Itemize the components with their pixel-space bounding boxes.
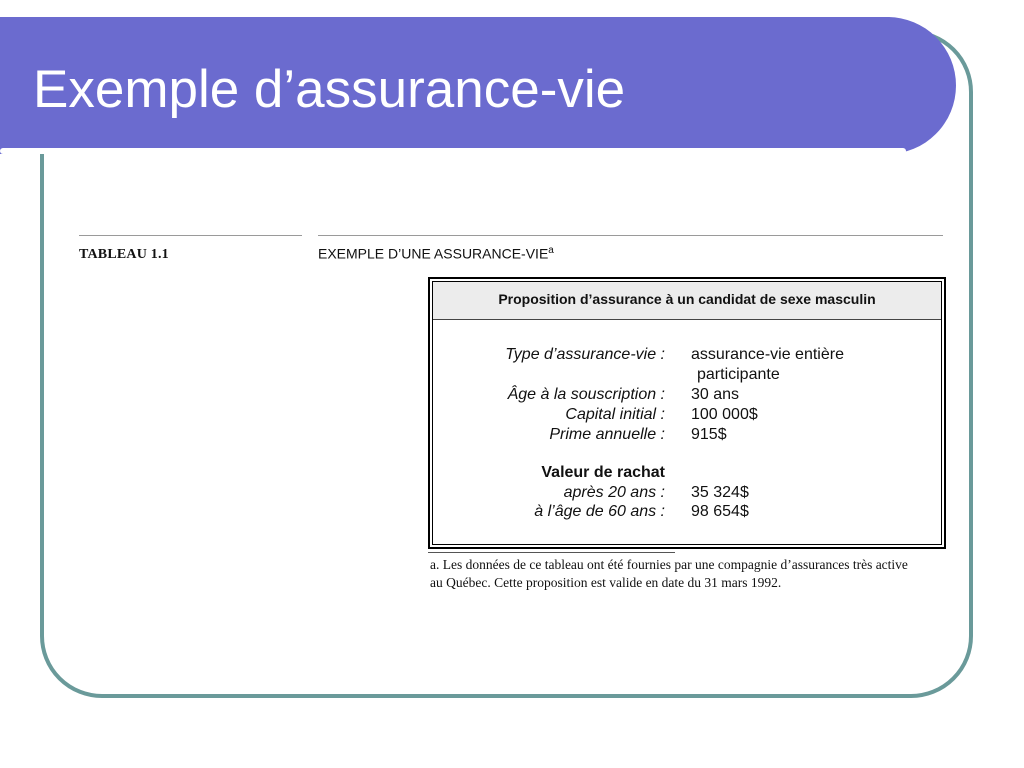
row-value-subscription-age: 30 ans bbox=[691, 386, 740, 403]
title-bar bbox=[0, 17, 956, 154]
row-value-initial-capital: 100 000$ bbox=[691, 406, 758, 423]
proposal-box-title: Proposition d’assurance à un candidat de sexe masculin bbox=[433, 282, 941, 320]
row-label-annual-premium: Prime annuelle : bbox=[549, 426, 665, 443]
table-heading-footnote-mark: a bbox=[548, 245, 554, 256]
row-label-subscription-age: Âge à la souscription : bbox=[507, 386, 665, 403]
table-heading bbox=[318, 245, 554, 262]
row-label-after-20-years: après 20 ans : bbox=[563, 484, 665, 501]
row-label-insurance-type: Type d’assurance-vie : bbox=[505, 346, 665, 363]
table-heading-text: EXEMPLE D’UNE ASSURANCE-VIE bbox=[318, 245, 549, 262]
table-label-rule bbox=[79, 235, 302, 236]
row-label-at-age-60: à l’âge de 60 ans : bbox=[534, 503, 665, 520]
footnote-rule bbox=[428, 552, 675, 553]
table-number-label: TABLEAU 1.1 bbox=[79, 247, 169, 262]
title-underline bbox=[0, 148, 906, 154]
table-footnote: a. Les données de ce tableau ont été fournies par une compagnie d’assurances très active au Québec. Cette proposition est valide en date du 31 mars 1992. bbox=[430, 557, 908, 590]
row-value-at-age-60: 98 654$ bbox=[691, 503, 749, 520]
row-value-annual-premium: 915$ bbox=[691, 426, 727, 443]
table-heading-rule bbox=[318, 235, 943, 236]
proposal-box-inner bbox=[432, 281, 942, 545]
row-value-after-20-years: 35 324$ bbox=[691, 484, 749, 501]
row-value-insurance-type-line1: assurance-vie entière bbox=[691, 346, 844, 363]
slide-title: Exemple d’assurance-vie bbox=[33, 60, 626, 119]
section-title-surrender-value: Valeur de rachat bbox=[541, 464, 665, 481]
row-label-initial-capital: Capital initial : bbox=[565, 406, 665, 423]
row-value-insurance-type-line2: participante bbox=[697, 366, 780, 383]
proposal-box bbox=[428, 277, 946, 549]
